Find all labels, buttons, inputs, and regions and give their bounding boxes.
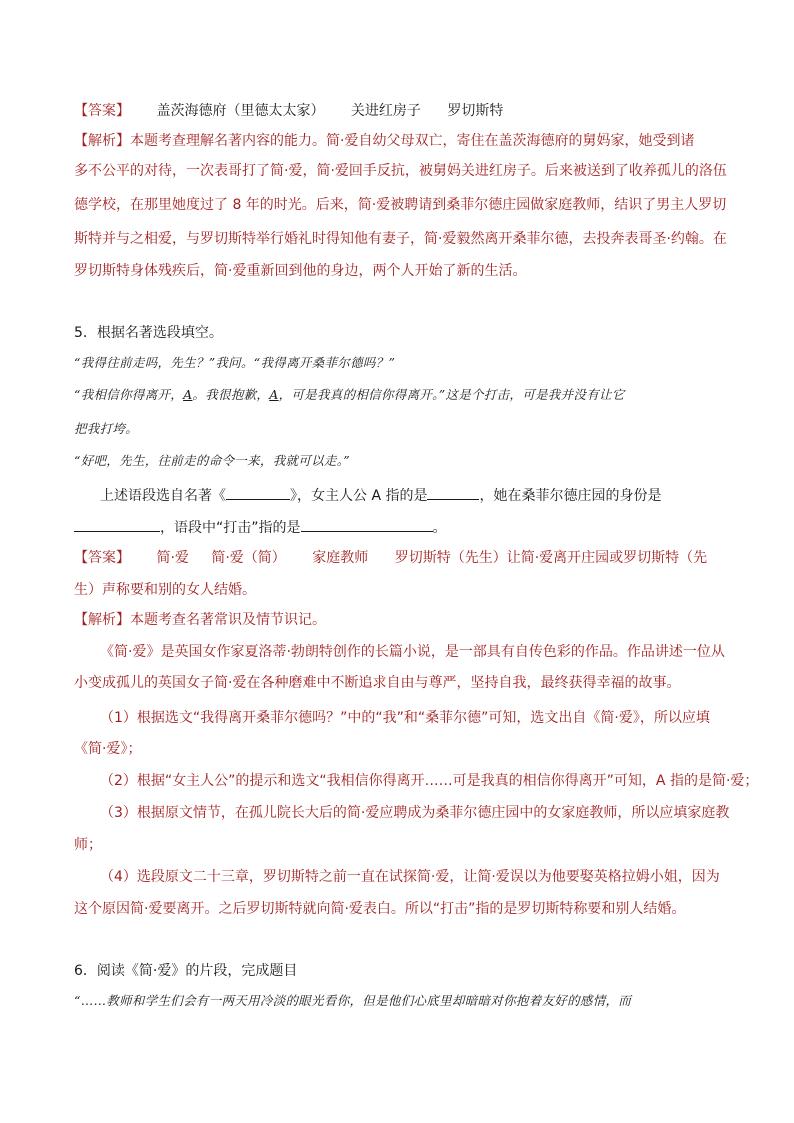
- fill-text: 》，女主人公 A 指的是: [290, 488, 428, 504]
- fill-text: ，语段中“打击”指的是: [160, 520, 301, 536]
- q5-fill-line: [100, 484, 661, 506]
- analysis-text: 斯特并与之相爱，与罗切斯特举行婚礼时得知他有妻子，简·爱毅然离开桑菲尔德，去投奔表哥圣·约翰。在: [74, 231, 727, 247]
- analysis-text: （1）根据选文“我得离开桑菲尔德吗？”中的“我”和“桑菲尔德”可知，选文出自《简·爱》，所以应填: [100, 710, 710, 726]
- q5-quote: 把我打垮。: [74, 421, 139, 436]
- answer-continuation: 生）声称要和别的女人结婚。: [74, 582, 256, 598]
- fill-blank[interactable]: [226, 484, 290, 500]
- analysis-text: （4）选段原文二十三章，罗切斯特之前一直在试探简·爱，让简·爱误以为他要娶英格拉姆小姐，因为: [100, 869, 720, 885]
- fill-text: 上述语段选自名著《: [100, 488, 226, 504]
- q5-quote: “好吧，先生，往前走的命令一来，我就可以走。”: [74, 453, 350, 468]
- answer-tag: 【答案】: [74, 103, 130, 119]
- analysis-text: 这个原因简·爱要离开。之后罗切斯特就向简·爱表白。所以“打击”指的是罗切斯特称要和别人结婚。: [74, 901, 686, 917]
- q5-fill-line: [74, 516, 447, 538]
- fill-text: ，她在桑菲尔德庄园的身份是: [479, 488, 662, 504]
- analysis-text: 多不公平的对待，一次表哥打了简·爱，简·爱回手反抗，被舅妈关进红房子。后来被送到了收养孤儿的洛伍: [74, 163, 727, 179]
- fill-text: 。: [432, 520, 447, 536]
- analysis-text: （3）根据原文情节，在孤儿院长大后的简·爱应聘成为桑菲尔德庄园中的女家庭教师，所以应填家庭教: [100, 805, 730, 821]
- q4-analysis-line: [74, 131, 694, 151]
- answer-item: 盖茨海德府（里德太太家）: [156, 103, 325, 119]
- analysis-tag: 【解析】: [74, 133, 130, 149]
- q5-analysis-line: [74, 610, 326, 630]
- answer-tag: 【答案】: [74, 550, 130, 566]
- analysis-text: 《简·爱》；: [74, 741, 142, 757]
- analysis-text: （2）根据“女主人公”的提示和选文“我相信你得离开……可是我真的相信你得离开”可知，A 指的是简·爱；: [100, 773, 759, 789]
- fill-blank[interactable]: [427, 484, 479, 500]
- analysis-text: 罗切斯特身体残疾后，简·爱重新回到他的身边，两个人开始了新的生活。: [74, 263, 527, 279]
- analysis-text: 师；: [74, 837, 102, 853]
- q5-quote: [74, 385, 625, 405]
- analysis-text: 《简·爱》是英国女作家夏洛蒂·勃朗特创作的长篇小说，是一部具有自传色彩的作品。作品讲述一位从: [100, 644, 725, 660]
- q5-answer-line: [74, 548, 707, 568]
- answer-item: 家庭教师: [312, 550, 369, 566]
- blank-mark-a: A: [183, 387, 193, 402]
- answer-item: 罗切斯特: [447, 103, 504, 119]
- analysis-text: 本题考查理解名著内容的能力。简·爱自幼父母双亡，寄住在盖茨海德府的舅妈家，她受到诸: [130, 133, 695, 149]
- analysis-tag: 【解析】: [74, 612, 130, 628]
- blank-mark-a: A: [269, 387, 279, 402]
- answer-item: 罗切斯特（先生）让简·爱离开庄园或罗切斯特（先: [394, 550, 708, 566]
- q4-answer-line: [74, 101, 503, 121]
- quote-part: 。我很抱歉，: [192, 387, 270, 402]
- fill-blank[interactable]: [74, 516, 160, 532]
- answer-item: 简·爱: [156, 550, 189, 566]
- q5-title: 5．根据名著选段填空。: [74, 325, 223, 341]
- analysis-text: 本题考查名著常识及情节识记。: [130, 612, 326, 628]
- answer-item: 简·爱（简）: [211, 550, 286, 566]
- fill-blank[interactable]: [301, 516, 433, 532]
- analysis-text: 德学校，在那里她度过了 8 年的时光。后来，简·爱被聘请到桑菲尔德庄园做家庭教师，结识了男主人罗切: [74, 197, 727, 213]
- quote-part: ，可是我真的相信你得离开。”这是个打击，可是我并没有让它: [278, 387, 625, 402]
- q6-title: 6．阅读《简·爱》的片段，完成题目: [74, 963, 298, 979]
- quote-part: “我相信你得离开，: [74, 387, 184, 402]
- answer-item: 关进红房子: [350, 103, 421, 119]
- q5-quote: “我得往前走吗，先生？”我问。“我得离开桑菲尔德吗？”: [74, 355, 396, 370]
- analysis-text: 小变成孤儿的英国女子简·爱在各种磨难中不断追求自由与尊严，坚持自我，最终获得幸福的故事。: [74, 675, 681, 691]
- q6-quote: “……教师和学生们会有一两天用冷淡的眼光看你，但是他们心底里却暗暗对你抱着友好的感情，而: [74, 993, 632, 1008]
